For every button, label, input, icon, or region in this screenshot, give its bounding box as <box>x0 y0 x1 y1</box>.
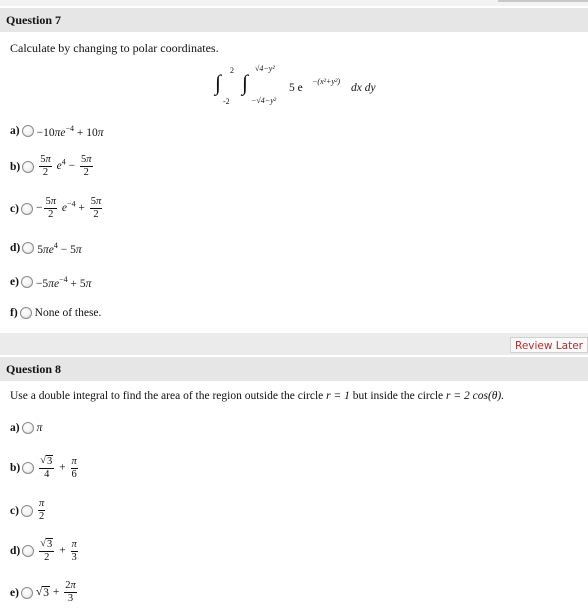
prompt-start: Use a double integral to find the area of the region outside the circle <box>10 390 327 402</box>
integrand-exponent: −(x²+y²) <box>312 77 341 86</box>
q7-option-a[interactable] <box>10 124 104 139</box>
option-letter: e) <box>10 586 19 599</box>
radio-button-icon[interactable] <box>22 422 34 434</box>
option-letter: a) <box>10 125 20 138</box>
radio-button-icon[interactable] <box>21 505 33 517</box>
inner-lower-limit: −√4−y² <box>251 96 277 105</box>
q8-option-c[interactable] <box>10 498 47 523</box>
option-letter: b) <box>10 462 21 475</box>
q7-option-e[interactable] <box>10 275 91 290</box>
review-bar <box>0 333 588 355</box>
prompt-circle-1: r = 1 <box>326 390 350 402</box>
radio-button-icon[interactable] <box>21 587 33 599</box>
radio-button-icon[interactable] <box>22 161 34 173</box>
q7-option-b[interactable] <box>10 154 95 179</box>
option-letter: a) <box>10 422 20 434</box>
option-e-math: √ 3 + $\frac{2\pi}{3}$ <box>35 580 76 605</box>
q7-option-c[interactable] <box>10 196 104 221</box>
radio-button-icon[interactable] <box>22 125 34 137</box>
option-a-math: π <box>36 422 43 434</box>
review-later-button[interactable]: Review Later <box>510 337 588 353</box>
radio-button-icon[interactable] <box>21 276 33 288</box>
question-7-title: Question 7 <box>6 13 62 27</box>
differentials: dx dy <box>351 82 376 94</box>
option-letter: c) <box>10 202 19 215</box>
inner-upper-limit: √4−y² <box>255 64 275 73</box>
question-8-title: Question 8 <box>6 362 62 376</box>
integrand: 5 e <box>289 82 303 94</box>
q8-option-b[interactable] <box>10 455 80 481</box>
q7-option-f[interactable] <box>10 307 101 319</box>
question-8-prompt <box>10 390 504 402</box>
option-e-math: $-5\pi e^{-4} + 5\pi$ <box>35 275 92 290</box>
prompt-circle-2: r = 2 cos(θ). <box>446 390 505 402</box>
option-letter: d) <box>10 242 21 255</box>
option-letter: d) <box>10 545 21 558</box>
q8-option-d[interactable] <box>10 538 80 564</box>
integral-sign-outer: ∫ <box>215 70 222 95</box>
integral-sign-inner: ∫ <box>242 70 249 95</box>
option-d-math: $5\pi e^4 - 5\pi$ <box>37 241 82 256</box>
question-7-header <box>0 8 588 32</box>
q8-option-e[interactable] <box>10 580 79 605</box>
radio-button-icon[interactable] <box>22 242 34 254</box>
option-b-math: √ 3 4 + $\frac{\pi}{6}$ <box>40 455 77 481</box>
option-f-text: None of these. <box>34 307 102 319</box>
question-7-prompt: Calculate by changing to polar coordinates. <box>10 41 219 55</box>
outer-lower-limit: -2 <box>223 97 230 106</box>
outer-upper-limit: 2 <box>230 66 234 75</box>
option-letter: c) <box>10 504 19 517</box>
question-8-header <box>0 357 588 381</box>
radio-button-icon[interactable] <box>20 307 32 319</box>
scroll-indicator <box>498 0 588 2</box>
radio-button-icon[interactable] <box>22 462 34 474</box>
option-letter: e) <box>10 276 19 289</box>
option-a-math: $-10\pi e^{-4} + 10\pi$ <box>36 124 104 139</box>
q7-option-d[interactable] <box>10 241 82 256</box>
top-border <box>0 0 588 6</box>
double-integral <box>215 64 415 110</box>
option-c-math: $\frac{\pi}{2}$ <box>38 498 45 523</box>
radio-button-icon[interactable] <box>22 545 34 557</box>
option-letter: b) <box>10 160 21 173</box>
radio-button-icon[interactable] <box>21 203 33 215</box>
option-letter: f) <box>10 307 18 319</box>
q8-option-a[interactable] <box>10 422 42 434</box>
prompt-mid: but inside the circle <box>349 390 447 402</box>
option-c-math: − $\frac{5\pi}{2}$ $e^{-4}$ + $\frac{5\pi}{2}$ <box>35 196 102 221</box>
option-d-math: √ 3 2 + $\frac{\pi}{3}$ <box>40 538 77 564</box>
option-b-math: $\frac{5\pi}{2}$ $e^4$ − $\frac{5\pi}{2}$ <box>40 154 92 179</box>
